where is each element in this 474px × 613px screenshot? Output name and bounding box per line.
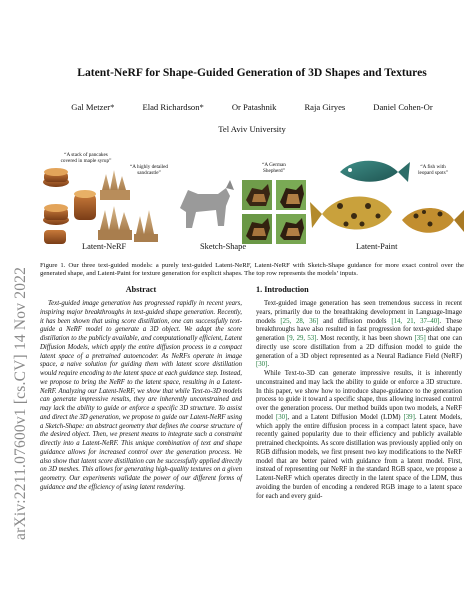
author: Elad Richardson* [142,102,204,112]
german-shepherd-renders [242,180,306,244]
intro-paragraph-2: While Text-to-3D can generate impressive results, it is inherently unconstrained and may lack the ability to guide or enforce a 3D structure. In this paper, we show how to introduce shape-guidance to the generation process to guide it toward a specific shape, thus allowing increased control over the generation process. Our method builds upon two models, a NeRF model [30], and a Latent Diffusion Model (LDM) [39]. Latent Models, which apply the entire diffusion process in a compact latent space, have recently gained popularity due to their efficiency and publicly available pretrained checkpoints. As score distillation was previously applied only on RGB diffusion models, we first present two key modifications to the NeRF model that are better paired with guidance from a latent model. First, instead of representing our NeRF in the standard RGB space, we propose a Latent-NeRF which operates directly in the latent space of the LDM, thus avoiding the burden of encoding a rendered RGB image to a latent space for each and every guid- [256,370,462,500]
arxiv-id: arXiv:2211.07600v1 [cs.CV] 14 Nov 2022 [12,266,29,540]
intro-heading: 1. Introduction [256,285,309,294]
label-latent-paint: Latent-Paint [356,242,398,251]
citation[interactable]: [35] [414,335,426,342]
sketch-shape-dog [180,180,234,228]
author: Daniel Cohen-Or [373,102,433,112]
abstract-text: Text-guided image generation has progressed rapidly in recent years, inspiring major breakthroughs in text-guided shape generation. Recently, it has been shown that using score distillation, one can successfully text-guide a NeRF model to generate a 3D object. We adapt the score distillation to the publicly available, and computationally efficient, Latent Diffusion Models, which apply the entire diffusion process in a compact latent space of a pretrained autoencoder. As NeRFs operate in image space, a naive solution for guiding them with latent score distillation would require encoding to the latent space at each guidance step. Instead, we propose to bring the NeRF to the latent space, resulting in a Latent-NeRF. Analyzing our Latent-NeRF, we show that while Text-to-3D models can generate impressive results, they are inherently unconstrained and may lack the ability to guide or enforce a specific 3D structure. To assist and direct the 3D generation, we propose to guide our Latent-NeRF using a Sketch-Shape: an abstract geometry that defines the coarse structure of the desired object. Then, we present means to integrate such a constraint directly into a Latent-NeRF. This unique combination of text and shape guidance allows for increased control over the generation process. We also show that latent score distillation can be successfully applied directly on 3D meshes. This allows for generating high-quality textures on a given geometry. Our experiments validate the power of our different forms of guidance and the efficiency of using latent rendering. [40,300,242,491]
affiliation: Tel Aviv University [218,124,286,134]
pancake-renders [43,168,96,244]
citation[interactable]: [25, 28, 36] [280,317,319,325]
author: Gal Metzer* [71,102,115,112]
intro-paragraph-1: Text-guided image generation has seen tremendous success in recent years, primarily due to the breathtaking development in Language-Image models [25, 28, 36] and diffusion models [14, 21, 37–40]. These breakthroughs have also resulted in fast progression for text-guided shape generation [9, 29, 53]. Most recently, it has been shown [35] that one can directly use score distillation from a 2D diffusion model to guide the generation of a 3D object represented as a Neural Radiance Field (NeRF) [30]. [256,300,462,369]
paper-title: Latent-NeRF for Shape-Guided Generation of 3D Shapes and Textures [77,66,427,79]
citation[interactable]: [14, 21, 37–40] [391,317,440,325]
prompt-german-shepherd: “A German Shepherd” [262,162,286,174]
abstract-column [40,285,242,493]
author: Or Patashnik [231,102,277,112]
label-latent-nerf: Latent-NeRF [82,242,127,251]
sandcastle-renders [98,170,158,242]
introduction-column [256,285,462,501]
abstract-heading: Abstract [125,285,157,294]
citation[interactable]: [39] [403,413,415,421]
figure-caption: Figure 1. Our three text-guided models: a purely text-guided Latent-NeRF, Latent-NeRF with Sketch-Shape guidance for more exact control over the generated shape, and Latent-Paint for texture generation for explicit shapes. The top row represents the models’ inputs. [40,262,464,278]
author-list [40,102,464,112]
leopard-fish-renders [310,197,464,233]
citation[interactable]: [30] [276,413,288,421]
fish-mesh-input [340,161,410,182]
citation[interactable]: [30] [256,361,268,369]
arxiv-sidebar-stamp [10,140,28,540]
label-sketch-shape: Sketch-Shape [200,242,247,251]
author: Raja Giryes [304,102,346,112]
citation[interactable]: [9, 29, 53] [286,335,317,342]
prompt-sandcastle: “A highly detailed sandcastle” [129,164,169,176]
prompt-pancakes: “A stack of pancakes covered in maple syrup” [60,152,112,164]
prompt-fish: “A fish with leopard spots” [418,164,448,176]
